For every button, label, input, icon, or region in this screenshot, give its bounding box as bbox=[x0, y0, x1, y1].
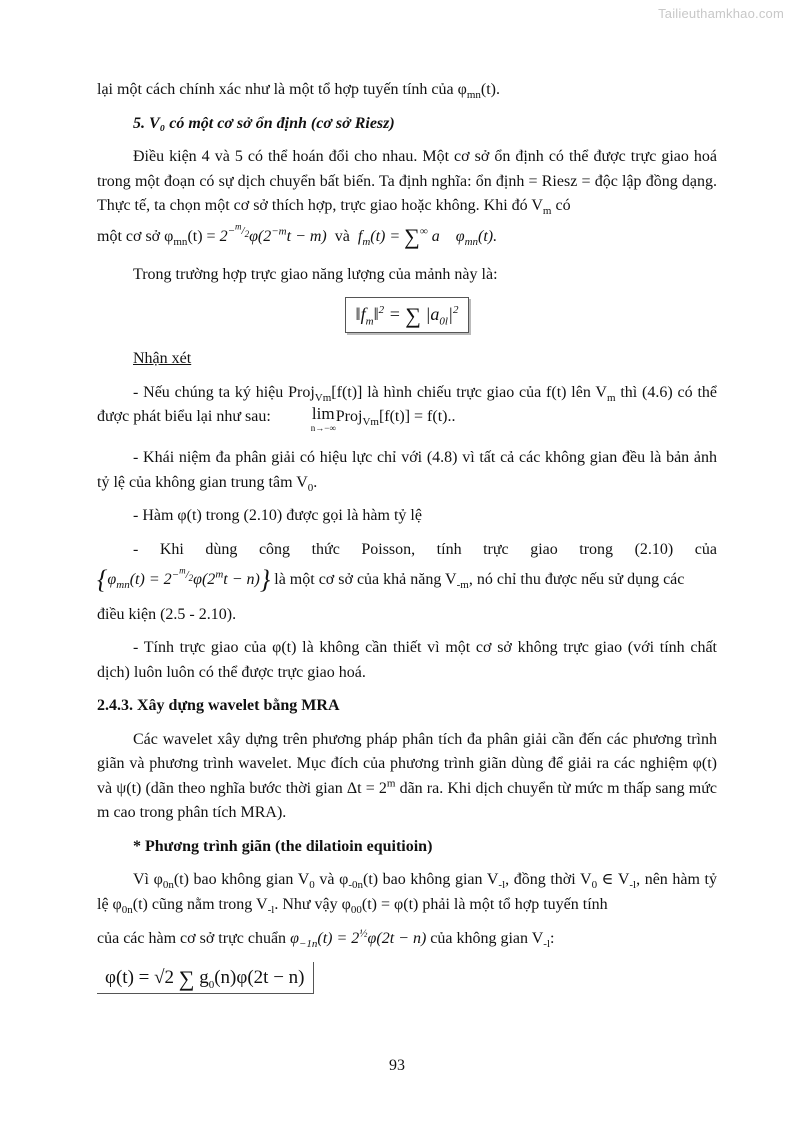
remark-item-continued: điều kiện (2.5 - 2.10). bbox=[97, 605, 237, 623]
subheading-dilation: * Phương trình giãn (the dilatioin equitioin) bbox=[133, 837, 433, 855]
watermark: Tailieuthamkhao.com bbox=[658, 6, 784, 21]
orthogonal-basis-set: $\{\varphi_{mn}(t) = 2^{-^m/_2}\varphi(2^mt - n)\}$ bbox=[97, 565, 271, 594]
formula-phi-mn: $2^{-^m/_2}\varphi(2^{-m}t - m)$ bbox=[219, 221, 327, 245]
remark-item: - Hàm φ(t) trong (2.10) được gọi là hàm tỷ lệ bbox=[133, 507, 422, 524]
remark-item-continued: $\{\varphi_{mn}(t) = 2^{-^m/_2}\varphi(2^mt - n)\}$ là một cơ sở của khả năng $V_{-m}$, nó chỉ thu được nếu sử dụng các bbox=[97, 565, 685, 594]
paragraph: Vì $\varphi_{0n}(t)$ bao không gian $V_0$ và $\varphi_{-0n}(t)$ bao không gian $V_{-l}$, đồng thời $V_0$ ∈ $V_{-l}$, nên hàm tỷ lệ $\varphi_{0n}(t)$ cũng nằm trong $V_{-l}$. Như vậy $\varphi_{00}(t) = \varphi(t)$ phải là một tổ hợp tuyến tính bbox=[97, 871, 718, 916]
remark-item: - Khái niệm đa phân giải có hiệu lực chỉ với (4.8) vì tất cả các không gian đều là bản ảnh tỷ lệ của không gian trung tâm $V_0$. bbox=[97, 449, 717, 494]
section-heading-2-4-3: 2.4.3. Xây dựng wavelet bằng MRA bbox=[97, 697, 340, 714]
remark-item: - Khi dùng công thức Poisson, tính trực giao trong (2.10) của bbox=[133, 540, 717, 558]
section-heading-5: 5. V₀ có một cơ sở ổn định (cơ sở Riesz) bbox=[133, 114, 395, 132]
document-body bbox=[97, 78, 717, 994]
remark-item: - Nếu chúng ta ký hiệu Proj$_{Vm}$[f(t)] là hình chiếu trực giao của f(t) lên $V_m$ thì (4.6) có thể được phát biểu lại như sau: lim n→−∞ Proj$_{Vm}$[f(t)] = f(t).. bbox=[97, 383, 717, 433]
dilation-equation bbox=[97, 952, 717, 995]
energy-equation-box: $‖f_m‖^2$ = ∑ $|a_{0l}|^2$ bbox=[345, 297, 470, 334]
page-number: 93 bbox=[389, 1057, 405, 1074]
remark-title: Nhận xét bbox=[133, 350, 192, 367]
formula-phi-minus-1n: $\varphi_{-1n}(t) = 2^{\frac{1}{2}}\varphi(2t - n)$ bbox=[290, 927, 427, 951]
formula-f-m: $f_m(t) = \sum^\infty$ a $\varphi_{mn}(t)$. bbox=[357, 223, 498, 249]
limit-expression: Proj$_{Vm}$[f(t)] = f(t).. bbox=[335, 408, 456, 429]
energy-formula bbox=[97, 297, 717, 334]
dilation-equation-box: φ(t) = √2 ∑ $g_0(n)\varphi(2t - n)$ bbox=[97, 962, 314, 995]
basis-formula-line: một cơ sở $\varphi_{mn}(t) = 2^{-^m/_2}\varphi(2^{-m}t - m)$ và $f_m(t) = \sum^\infty$ a $\varphi_{mn}(t)$. bbox=[97, 221, 498, 249]
limit-operator: lim n→−∞ bbox=[310, 404, 336, 433]
paragraph: của các hàm cơ sở trực chuẩn $\varphi_{-1n}(t) = 2^{\frac{1}{2}}\varphi(2t - n)$ của không gian $V_{-l}$: bbox=[97, 927, 555, 951]
remark-item: - Tính trực giao của φ(t) là không cần thiết vì một cơ sở không trực giao (với tính chất dịch) luôn luôn có thể được trực giao hoá. bbox=[97, 639, 717, 681]
paragraph: Trong trường hợp trực giao năng lượng của mảnh này là: bbox=[133, 266, 498, 283]
paragraph: Điều kiện 4 và 5 có thể hoán đổi cho nhau. Một cơ sở ổn định có thể được trực giao hoá trong một đoạn có sự dịch chuyển bất biến. Ta định nghĩa: ổn định = Riesz = độc lập đồng dạng. Thực tế, ta chọn một cơ sở thích hợp, trực giao hoặc không. Khi đó $V_m$ có bbox=[97, 148, 717, 218]
paragraph: lại một cách chính xác như là một tổ hợp tuyến tính của $\varphi_{mn}(t)$. bbox=[97, 81, 500, 102]
paragraph: Các wavelet xây dựng trên phương pháp phân tích đa phân giải cần đến các phương trình giãn và phương trình wavelet. Mục đích của phương trình giãn dùng để giải ra các nghiệm φ(t) và ψ(t) (dãn theo nghĩa bước thời gian $\Delta t = 2^m$ dãn ra. Khi dịch chuyển từ mức m thấp sang mức m cao trong phân tích MRA). bbox=[97, 730, 717, 821]
